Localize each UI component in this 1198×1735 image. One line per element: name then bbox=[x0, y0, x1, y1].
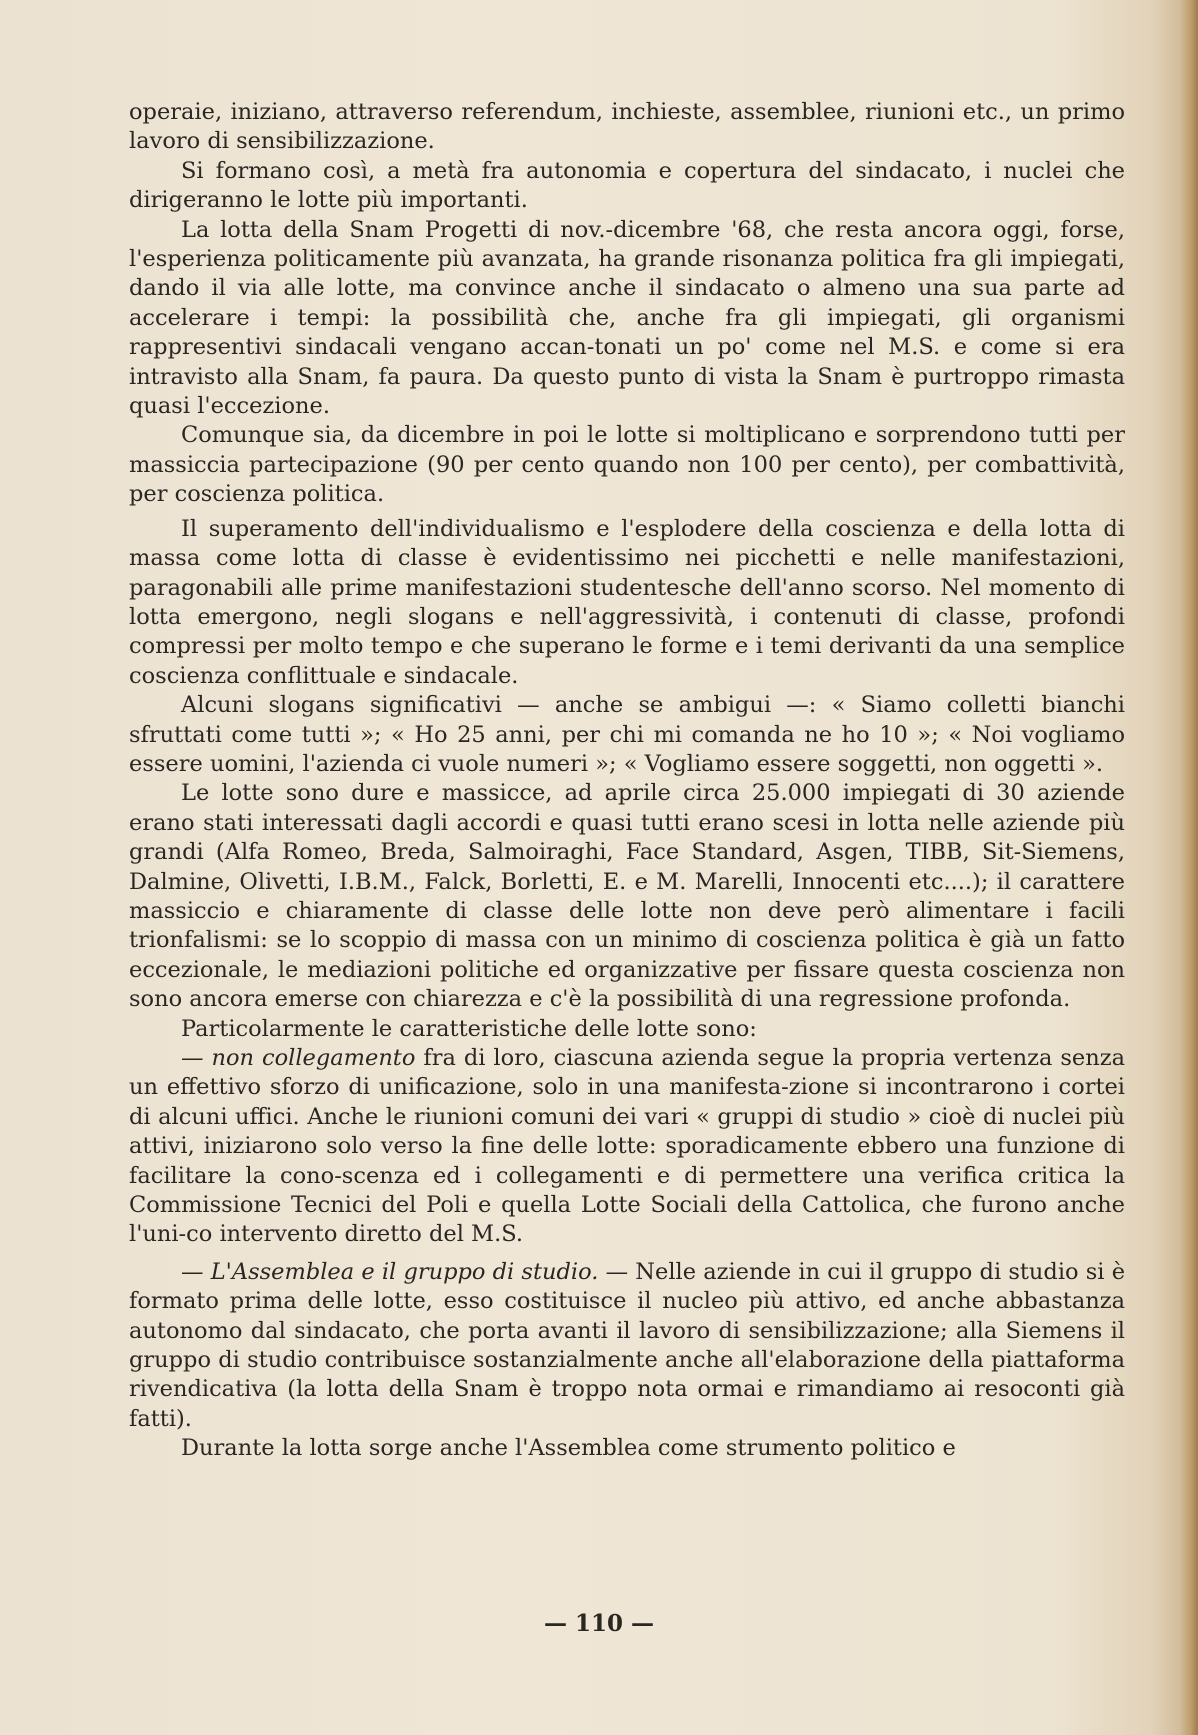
paragraph-text: fra di loro, ciascuna azienda segue la propria vertenza senza un effettivo sforzo di unificazione, solo in una manifesta-zione si incontrarono i cortei di alcuni uffici. Anche le riunioni comuni dei vari « gruppi di studio » cioè di nuclei più attivi, iniziarono solo verso la fine delle lotte: sporadicamente ebbero una funzione di facilitare la cono-scenza ed i collegamenti e di permettere una verifica critica la Commissione Tecnici del Poli e quella Lotte Sociali della Cattolica, che furono anche l'uni-co intervento diretto del M.S. bbox=[129, 1045, 1125, 1248]
paragraph: Particolarmente le caratteristiche delle lotte sono: bbox=[181, 1015, 757, 1042]
paragraph: La lotta della Snam Progetti di nov.-dicembre '68, che resta ancora oggi, forse, l'esperienza politicamente più avanzata, ha grande risonanza politica fra gli impiegati, dando il via alle lotte, ma convince anche il sindacato o almeno una sua parte ad accelerare i tempi: la possibilità che, anche fra gli impiegati, gli organismi rappresentivi sindacali vengano accan-tonati un po' come nel M.S. e come si era intravisto alla Snam, fa paura. Da questo punto di vista la Snam è purtroppo rimasta quasi l'eccezione. bbox=[129, 216, 1125, 420]
paragraph-text: — Nelle aziende in cui il gruppo di studio si è formato prima delle lotte, esso costituisce il nucleo più attivo, ed anche abbastanza autonomo dal sindacato, che porta avanti il lavoro di sensibilizzazione; alla Siemens il gruppo di studio contribuisce sostanzialmente anche all'elaborazione della piattaforma rivendicativa (la lotta della Snam è troppo nota ormai e rimandiamo ai resoconti già fatti). bbox=[129, 1258, 1126, 1432]
paragraph: Il superamento dell'individualismo e l'esplodere della coscienza e della lotta di massa come lotta di classe è evidentissimo nei picchetti e nelle manifestazioni, paragonabili alle prime manifestazioni studentesche dell'anno scorso. Nel momento di lotta emergono, negli slogans e nell'aggressività, i contenuti di classe, profondi compressi per molto tempo e che superano le forme e i temi derivanti da una semplice coscienza conflittuale e sindacale. bbox=[129, 515, 1125, 689]
dash-lead: — bbox=[181, 1258, 211, 1285]
dash-lead: — bbox=[181, 1045, 212, 1071]
italic-heading: non collegamento bbox=[211, 1045, 416, 1071]
paragraph: operaie, iniziano, attraverso referendum, inchieste, assemblee, riunioni etc., un primo lavoro di sensibilizzazione. bbox=[129, 99, 1125, 155]
paragraph: Comunque sia, da dicembre in poi le lotte si moltiplicano e sorprendono tutti per massiccia partecipazione (90 per cento quando non 100 per cento), per combattività, per coscienza politica. bbox=[129, 422, 1125, 508]
page-edge-shadow bbox=[1180, 0, 1198, 1735]
paragraph: Si formano così, a metà fra autonomia e copertura del sindacato, i nuclei che dirigeranno le lotte più importanti. bbox=[129, 157, 1125, 214]
italic-heading: L'Assemblea e il gruppo di studio. bbox=[210, 1258, 599, 1285]
paragraph bbox=[129, 1044, 1125, 1250]
paragraph: Le lotte sono dure e massicce, ad aprile circa 25.000 impiegati di 30 aziende erano stati interessati dagli accordi e quasi tutti erano scesi in lotta nelle aziende più grandi (Alfa Romeo, Breda, Salmoiraghi, Face Standard, Asgen, TIBB, Sit-Siemens, Dalmine, Olivetti, I.B.M., Falck, Borletti, E. e M. Marelli, Innocenti etc....); il carattere massiccio e chiaramente di classe delle lotte non deve però alimentare i facili trionfalismi: se lo scoppio di massa con un minimo di coscienza politica è già un fatto eccezionale, le mediazioni politiche ed organizzative per fissare questa coscienza non sono ancora emerse con chiarezza e c'è la possibilità di una regressione profonda. bbox=[129, 780, 1125, 1013]
page-number: — 110 — bbox=[543, 1610, 655, 1637]
paragraph: Alcuni slogans significativi — anche se ambigui —: « Siamo colletti bianchi sfruttati come tutti »; « Ho 25 anni, per chi mi comanda ne ho 10 »; « Noi vogliamo essere uomini, l'azienda ci vuole numeri »; « Vogliamo essere soggetti, non oggetti ». bbox=[129, 692, 1125, 777]
paragraph: Durante la lotta sorge anche l'Assemblea come strumento politico e bbox=[181, 1435, 956, 1462]
paragraph bbox=[129, 1258, 1125, 1434]
body-text bbox=[129, 98, 1125, 1464]
